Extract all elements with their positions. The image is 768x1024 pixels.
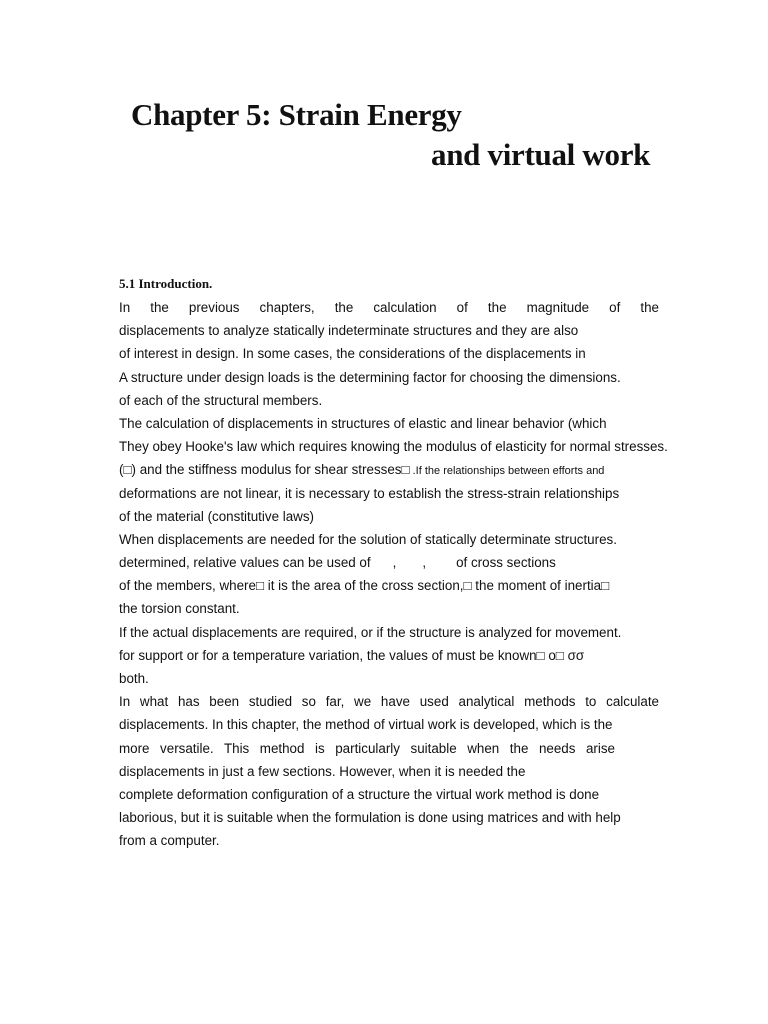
paragraph-line: of interest in design. In some cases, the considerations of the displacements in bbox=[119, 346, 586, 362]
paragraph-line-with-gaps bbox=[119, 553, 739, 576]
paragraph-line: complete deformation configuration of a structure the virtual work method is done bbox=[119, 786, 600, 802]
paragraph-line: from a computer. bbox=[119, 833, 220, 849]
paragraph-line: more versatile. This method is particularly suitable when the needs arise bbox=[119, 740, 615, 756]
paragraph-line: of the material (constitutive laws) bbox=[119, 508, 314, 524]
paragraph-line: The calculation of displacements in structures of elastic and linear behavior (which bbox=[119, 415, 607, 431]
paragraph-line: both. bbox=[119, 671, 149, 686]
paragraph-line: for support or for a temperature variation, the values of must be known□ o□ σσ bbox=[119, 647, 585, 663]
paragraph-line: the torsion constant. bbox=[119, 601, 240, 617]
line-text: (□) and the stiffness modulus for shear stresses□ bbox=[119, 462, 410, 478]
section-heading: 5.1 Introduction. bbox=[119, 276, 213, 291]
paragraph-line: When displacements are needed for the solution of statically determinate structures. bbox=[119, 531, 617, 547]
paragraph-line: In what has been studied so far, we have used analytical methods to calculate bbox=[119, 694, 659, 710]
paragraph-line: displacements in just a few sections. However, when it is needed the bbox=[119, 763, 526, 779]
paragraph-line: of each of the structural members. bbox=[119, 392, 323, 408]
line-text: determined, relative values can be used of bbox=[119, 555, 371, 571]
line-text-small: .If the relationships between efforts and bbox=[409, 465, 605, 478]
paragraph-line: displacements to analyze statically indeterminate structures and they are also bbox=[119, 323, 579, 339]
paragraph-line: In the previous chapters, the calculation of the magnitude of the bbox=[119, 300, 659, 315]
line-comma: , bbox=[392, 555, 397, 571]
paragraph-line: displacements. In this chapter, the method of virtual work is developed, which is the bbox=[119, 717, 613, 733]
line-comma: , bbox=[422, 555, 427, 571]
paragraph-line: A structure under design loads is the determining factor for choosing the dimensions. bbox=[119, 369, 621, 385]
paragraph-line: They obey Hooke's law which requires knowing the modulus of elasticity for normal stresses. bbox=[119, 439, 668, 455]
chapter-title-line-2: and virtual work bbox=[431, 137, 651, 172]
line-text: of cross sections bbox=[456, 555, 556, 571]
paragraph-line-mixed bbox=[119, 460, 739, 483]
paragraph-line: of the members, where□ it is the area of the cross section,□ the moment of inertia□ bbox=[119, 578, 610, 594]
chapter-title-line-1: Chapter 5: Strain Energy bbox=[131, 97, 462, 132]
paragraph-line: If the actual displacements are required, or if the structure is analyzed for movement. bbox=[119, 624, 622, 640]
section-body bbox=[119, 298, 739, 855]
paragraph-line: deformations are not linear, it is necessary to establish the stress-strain relationships bbox=[119, 485, 620, 501]
paragraph-line: laborious, but it is suitable when the formulation is done using matrices and with help bbox=[119, 810, 621, 826]
